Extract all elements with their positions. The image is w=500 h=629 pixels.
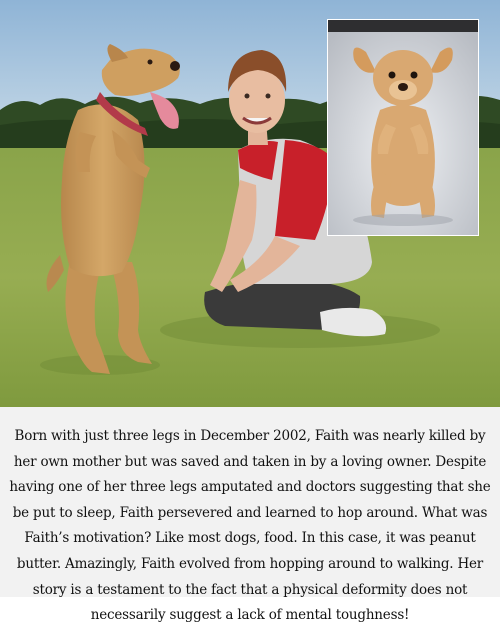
caption-box — [0, 407, 500, 624]
inset-photo — [327, 19, 479, 236]
inset-photo-illustration — [328, 20, 478, 235]
caption-text: Born with just three legs in December 2002, Faith was nearly killed by her own mother but was saved and taken in by a loving owner. Despite having one of her three legs amputated and doctors suggesting that she be put to sleep, Faith persevered and learned to hop around. What was Faith’s motivation? Like most dogs, food. In this case, it was peanut butter. Amazingly, Faith evolved from hopping around to walking. Her story is a testament to the fact that a physical deformity does not necessarily suggest a lack of mental toughness! — [9, 428, 491, 624]
dog-nose — [170, 61, 180, 71]
puppy-nose — [398, 83, 408, 91]
